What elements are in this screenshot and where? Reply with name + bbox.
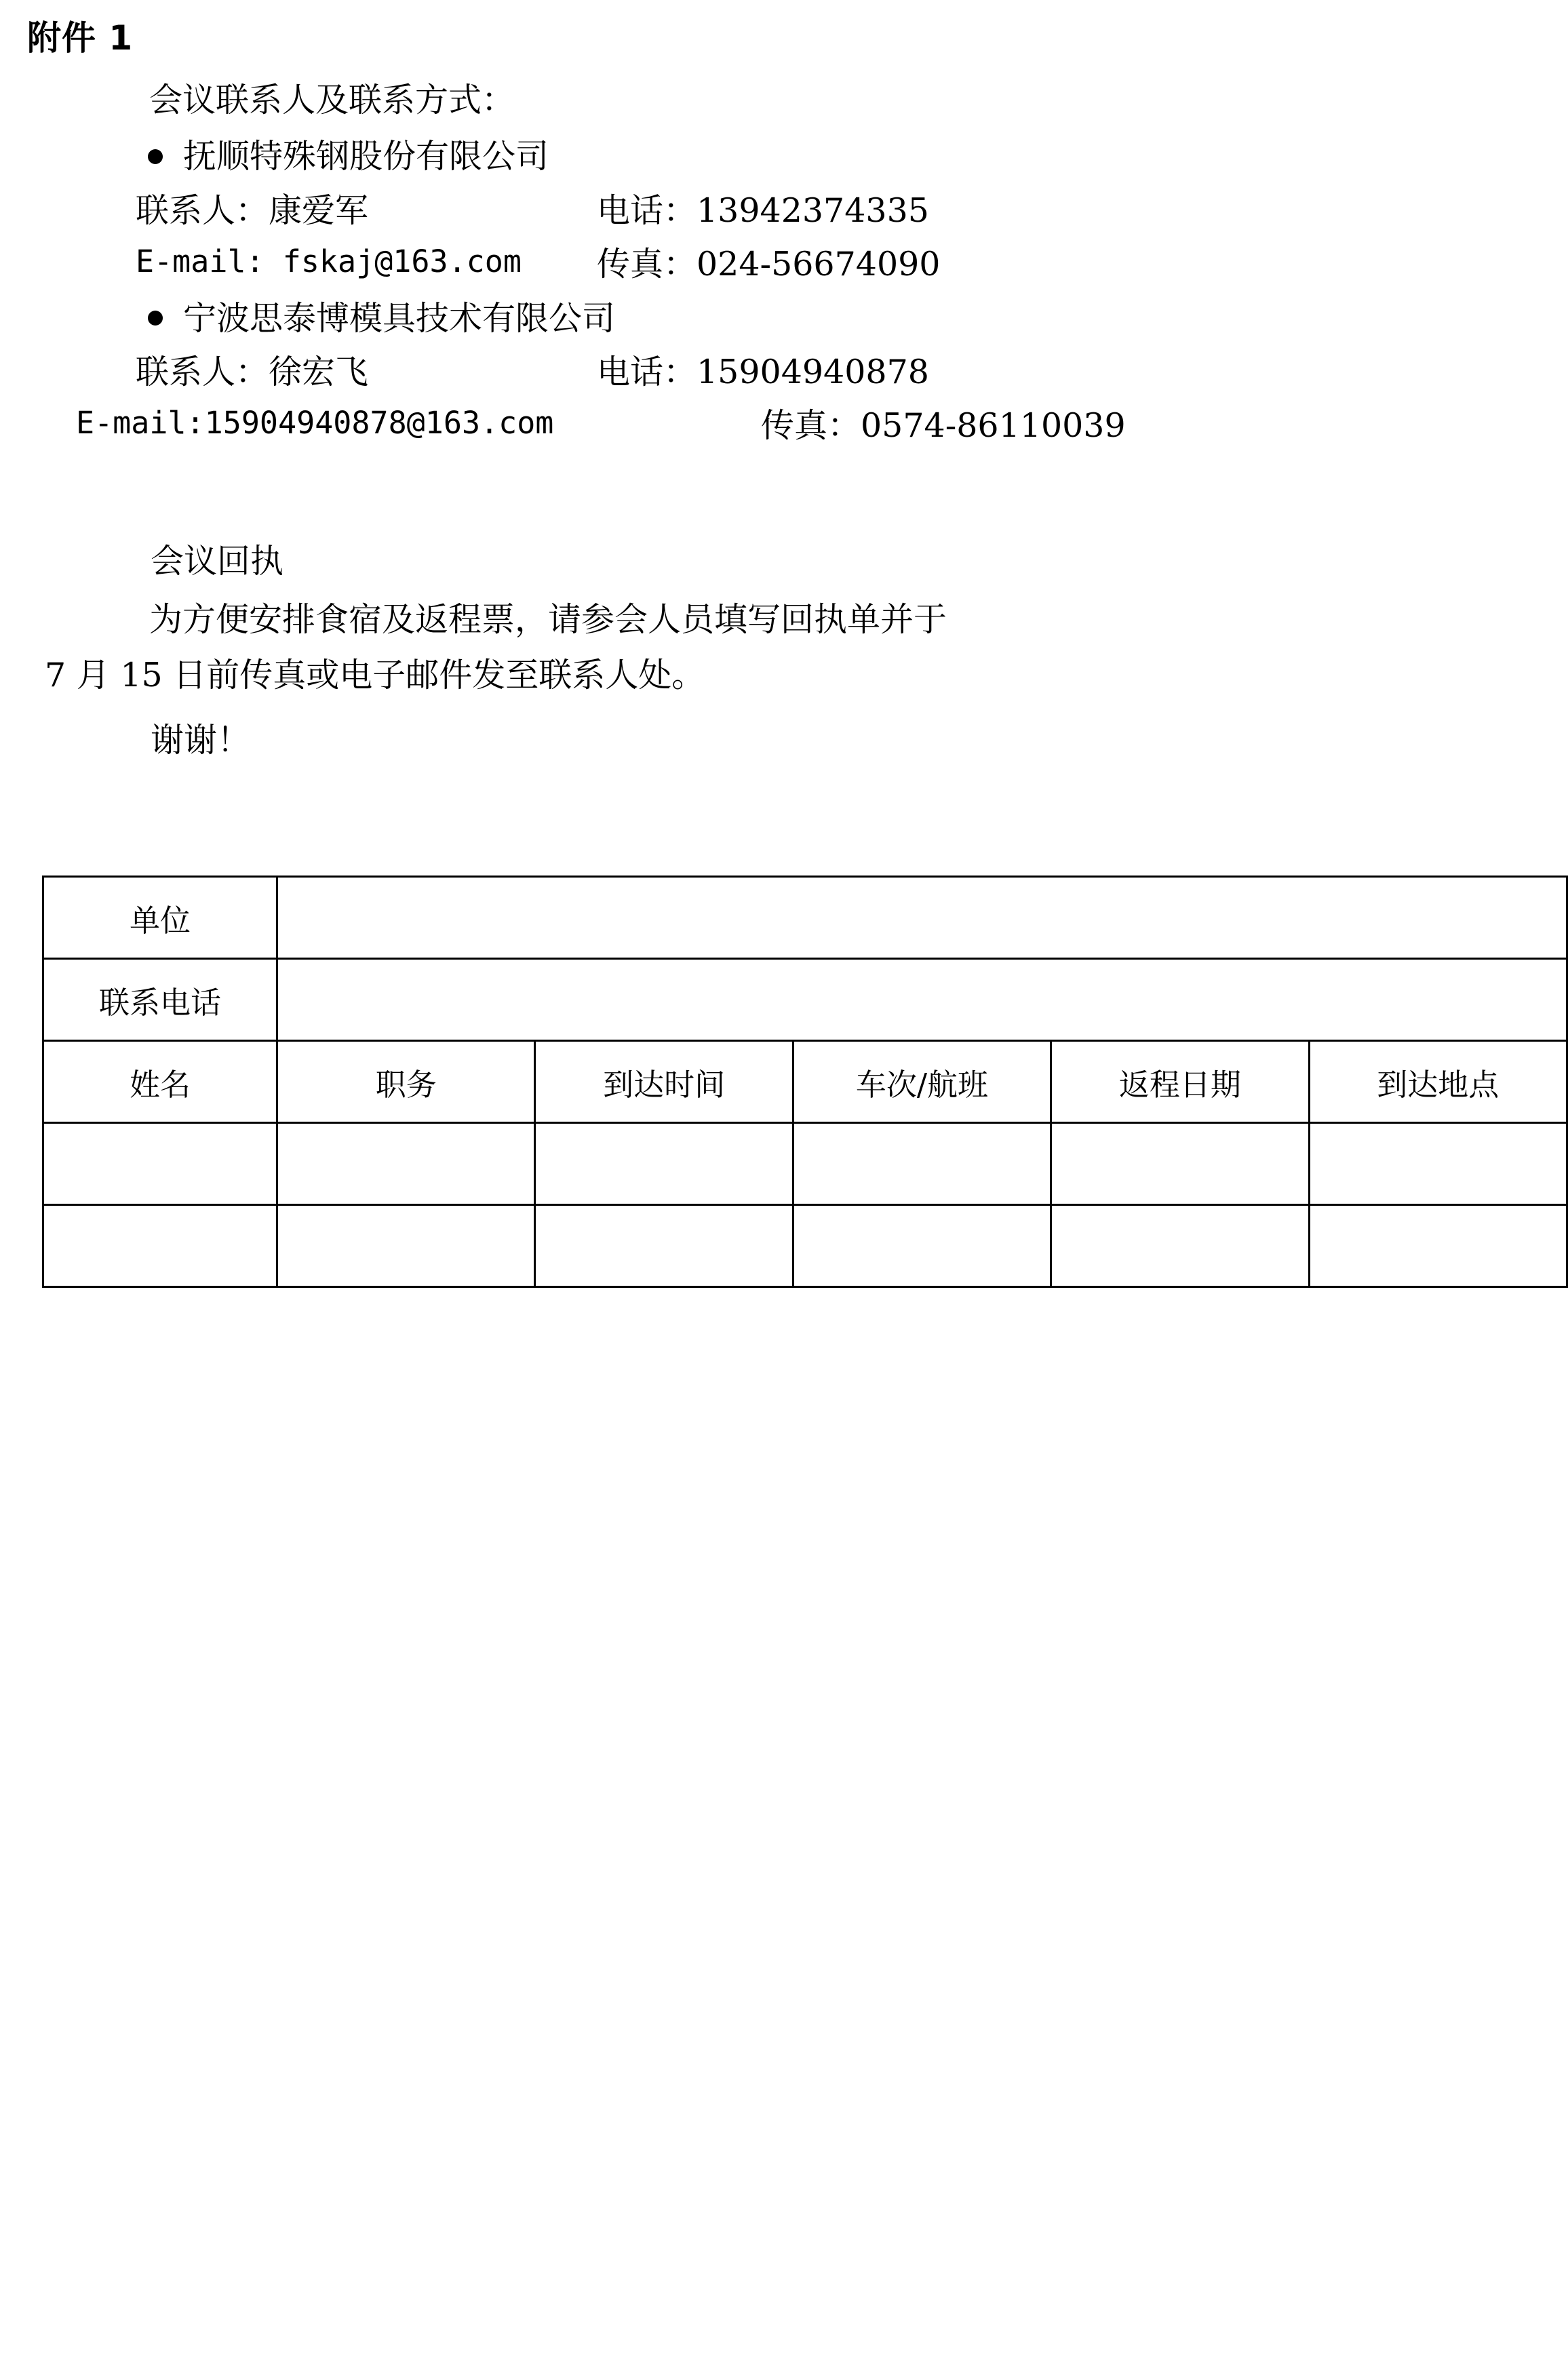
spacer [27, 453, 1487, 534]
contact-person-row-0 [27, 184, 1487, 237]
cell-return-date[interactable] [1051, 1123, 1309, 1205]
contact-phone: 电话：15904940878 [597, 352, 929, 391]
contact-person: 联系人：康爱军 [136, 191, 369, 230]
notice-line-2: 7 月 15 日前传真或电子邮件发至联系人处。 [45, 656, 705, 695]
header-return-date: 返程日期 [1051, 1041, 1309, 1123]
contact-fax: 传真：024-56674090 [597, 245, 941, 284]
intro-line: 会议联系人及联系方式： [149, 81, 515, 119]
contact-email-row-1 [27, 399, 1487, 452]
cell-train-flight[interactable] [793, 1205, 1051, 1287]
receipt-heading: 会议回执 [151, 541, 284, 581]
table-row [43, 877, 1567, 959]
phone-label-cell: 联系电话 [43, 959, 277, 1041]
header-title: 职务 [277, 1041, 535, 1123]
cell-return-date[interactable] [1051, 1205, 1309, 1287]
contact-email-row-0 [27, 237, 1487, 291]
contact-company-0 [27, 130, 1487, 183]
contact-person: 联系人：徐宏飞 [136, 352, 369, 391]
cell-title[interactable] [277, 1205, 535, 1287]
header-name: 姓名 [43, 1041, 277, 1123]
attachment-title: 附件 1 [27, 18, 134, 58]
cell-arrival-time[interactable] [535, 1123, 793, 1205]
cell-name[interactable] [43, 1123, 277, 1205]
bullet-icon [148, 311, 163, 326]
thanks-line: 谢谢！ [151, 720, 251, 760]
company-name: 宁波思泰博模具技术有限公司 [183, 298, 616, 338]
header-train-flight: 车次/航班 [793, 1041, 1051, 1123]
contact-fax: 传真：0574-86110039 [761, 406, 1126, 446]
phone-value-cell[interactable] [277, 959, 1567, 1041]
cell-arrival-place[interactable] [1309, 1205, 1567, 1287]
contact-email: E-mail: fskaj@163.com [136, 243, 522, 280]
table-row [43, 959, 1567, 1041]
header-arrival-place: 到达地点 [1309, 1041, 1567, 1123]
table-header-row [43, 1041, 1567, 1123]
receipt-table [42, 876, 1568, 1288]
bullet-icon [148, 149, 163, 164]
company-name: 抚顺特殊钢股份有限公司 [183, 137, 549, 176]
cell-name[interactable] [43, 1205, 277, 1287]
cell-arrival-time[interactable] [535, 1205, 793, 1287]
contact-phone: 电话：13942374335 [597, 191, 929, 230]
contact-company-1 [27, 292, 1487, 345]
header-arrival-time: 到达时间 [535, 1041, 793, 1123]
receipt-table-wrap [27, 876, 1500, 1288]
cell-arrival-place[interactable] [1309, 1123, 1567, 1205]
cell-train-flight[interactable] [793, 1123, 1051, 1205]
contact-email: E-mail:15904940878@163.com [76, 405, 554, 441]
unit-value-cell[interactable] [277, 877, 1567, 959]
unit-label-cell: 单位 [43, 877, 277, 959]
contact-person-row-1 [27, 345, 1487, 399]
table-row [43, 1123, 1567, 1205]
notice-line-1: 为方便安排食宿及返程票，请参会人员填写回执单并于 [149, 600, 947, 639]
table-row [43, 1205, 1567, 1287]
cell-title[interactable] [277, 1123, 535, 1205]
